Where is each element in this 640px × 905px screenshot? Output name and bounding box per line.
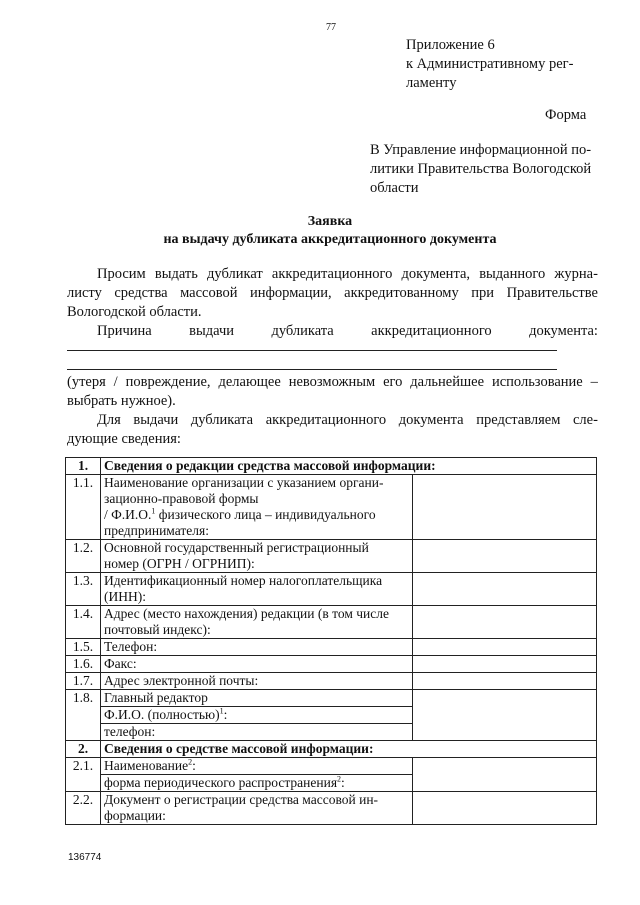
row-number: 2. <box>66 741 101 758</box>
word: журна- <box>554 266 598 282</box>
addressee-line: области <box>370 180 419 196</box>
label-text: / Ф.И.О. <box>104 507 152 522</box>
word: дубликат <box>207 266 263 282</box>
value-cell[interactable] <box>413 758 597 792</box>
justified-line <box>67 265 598 284</box>
label-line: Наименование организации с указанием органи- <box>104 475 384 490</box>
paragraph-line: выбрать нужное). <box>67 393 176 409</box>
value-cell[interactable] <box>413 673 597 690</box>
row-number: 2.1. <box>66 758 101 792</box>
label-text: : <box>192 758 196 773</box>
table-row <box>66 639 597 656</box>
label-line: Идентификационный номер налогоплательщика <box>104 573 383 588</box>
table-row <box>66 573 597 606</box>
word: выданного <box>479 266 546 282</box>
value-cell[interactable] <box>413 606 597 639</box>
note-paragraph <box>67 373 598 449</box>
footnote-mark: 2 <box>188 757 193 767</box>
justified-line <box>67 284 598 303</box>
row-number: 1.8. <box>66 690 101 741</box>
table-row <box>66 690 597 741</box>
footer-code: 136774 <box>68 852 102 863</box>
row-label <box>101 540 413 573</box>
label-line: почтовый индекс): <box>104 622 211 637</box>
word: (утеря <box>67 374 106 390</box>
request-paragraph <box>67 265 598 341</box>
word: делающее <box>218 374 281 390</box>
word: – <box>590 374 598 390</box>
justified-line <box>67 373 598 392</box>
section-title: Сведения о средстве массовой информации: <box>101 741 597 758</box>
label-line: предпринимателя: <box>104 523 209 538</box>
reason-line <box>67 322 598 341</box>
word: Для <box>97 412 121 428</box>
row-number: 1.2. <box>66 540 101 573</box>
value-cell[interactable] <box>413 639 597 656</box>
table-row <box>66 673 597 690</box>
label-line <box>104 758 409 774</box>
row-label <box>101 606 413 639</box>
row-label <box>101 573 413 606</box>
word: Причина <box>97 323 152 339</box>
word: средства <box>114 285 168 301</box>
value-cell[interactable] <box>413 475 597 540</box>
word: документа, <box>401 266 471 282</box>
row-number: 1.3. <box>66 573 101 606</box>
row-number: 1. <box>66 458 101 475</box>
table-row <box>66 540 597 573</box>
label-line: Документ о регистрации средства массовой ин- <box>104 792 379 807</box>
word: дубликата <box>271 323 334 339</box>
row-label <box>101 475 413 540</box>
label-text: : <box>341 775 345 790</box>
label-line: номер (ОГРН / ОГРНИП): <box>104 556 255 571</box>
label-line: Адрес (место нахождения) редакции (в том числе <box>104 606 389 621</box>
row-label: Факс: <box>101 656 413 673</box>
document-title <box>0 213 640 249</box>
row-number: 1.1. <box>66 475 101 540</box>
appendix-line: Приложение 6 <box>406 37 495 53</box>
word: аккредитационного <box>265 412 387 428</box>
label-line: формации: <box>104 808 166 823</box>
row-label <box>101 690 413 741</box>
appendix-block <box>406 36 573 93</box>
label-line: зационно-правовой формы <box>104 491 259 506</box>
row-label <box>101 758 413 792</box>
addressee-block <box>370 141 610 198</box>
form-label: Форма <box>545 107 587 123</box>
word: Правительстве <box>506 285 598 301</box>
information-table <box>65 457 597 825</box>
label-text: Ф.И.О. (полностью) <box>104 707 220 722</box>
word: при <box>471 285 495 301</box>
table-row <box>66 758 597 792</box>
label-line: Основной государственный регистрационный <box>104 540 369 555</box>
word: выдать <box>154 266 198 282</box>
value-cell[interactable] <box>413 690 597 741</box>
table-row <box>66 792 597 825</box>
value-cell[interactable] <box>413 656 597 673</box>
table-section-row <box>66 458 597 475</box>
label-line: телефон: <box>101 723 412 740</box>
label-text: Наименование <box>104 758 189 773</box>
table-row <box>66 606 597 639</box>
section-title: Сведения о редакции средства массовой информации: <box>101 458 597 475</box>
row-label: Телефон: <box>101 639 413 656</box>
justified-line <box>67 411 598 430</box>
word: документа: <box>529 323 598 339</box>
footnote-mark: 1 <box>219 706 224 716</box>
addressee-line: литики Правительства Вологодской <box>370 161 592 177</box>
word: аккредитованному <box>344 285 459 301</box>
addressee-line: В Управление информационной по- <box>370 142 592 158</box>
word: информации, <box>250 285 332 301</box>
reason-blank-line[interactable] <box>67 369 557 370</box>
word: сле- <box>572 412 598 428</box>
value-cell[interactable] <box>413 792 597 825</box>
row-number: 1.7. <box>66 673 101 690</box>
value-cell[interactable] <box>413 573 597 606</box>
row-label <box>101 792 413 825</box>
word: выдачи <box>189 323 235 339</box>
title-line: Заявка <box>307 214 353 229</box>
row-number: 1.5. <box>66 639 101 656</box>
word: Просим <box>97 266 146 282</box>
table-row <box>66 656 597 673</box>
label-text: форма периодического распространения <box>104 775 338 790</box>
label-line: Главный редактор <box>104 690 208 705</box>
word: представляем <box>476 412 561 428</box>
word: использование <box>491 374 583 390</box>
row-label: Адрес электронной почты: <box>101 673 413 690</box>
label-line <box>101 706 412 723</box>
table-row <box>66 475 597 540</box>
value-cell[interactable] <box>413 540 597 573</box>
word: аккредитационного <box>271 266 393 282</box>
word: документа <box>398 412 464 428</box>
reason-blank-line[interactable] <box>67 350 557 351</box>
label-line: (ИНН): <box>104 589 146 604</box>
label-text: : <box>223 707 228 722</box>
appendix-line: ламенту <box>406 75 457 91</box>
word: повреждение, <box>125 374 211 390</box>
paragraph-line: Вологодской области. <box>67 304 202 320</box>
title-line: на выдачу дубликата аккредитационного документа <box>163 232 497 247</box>
word: выдачи <box>133 412 179 428</box>
row-number: 1.4. <box>66 606 101 639</box>
label-line <box>101 774 412 791</box>
word: его <box>383 374 403 390</box>
word: дальнейшее <box>410 374 485 390</box>
row-number: 2.2. <box>66 792 101 825</box>
paragraph-line: дующие сведения: <box>67 431 181 447</box>
appendix-line: к Административному рег- <box>406 56 574 72</box>
label-line <box>104 507 409 523</box>
label-text: физического лица – индивидуального <box>155 507 376 522</box>
footnote-mark: 2 <box>337 774 342 784</box>
footnote-mark: 1 <box>151 506 156 516</box>
word: массовой <box>180 285 238 301</box>
page-number: 77 <box>326 22 336 33</box>
word: аккредитационного <box>371 323 492 339</box>
table-section-row <box>66 741 597 758</box>
word: невозможным <box>288 374 376 390</box>
word: / <box>113 374 118 390</box>
row-number: 1.6. <box>66 656 101 673</box>
word: листу <box>67 285 102 301</box>
word: дубликата <box>190 412 254 428</box>
